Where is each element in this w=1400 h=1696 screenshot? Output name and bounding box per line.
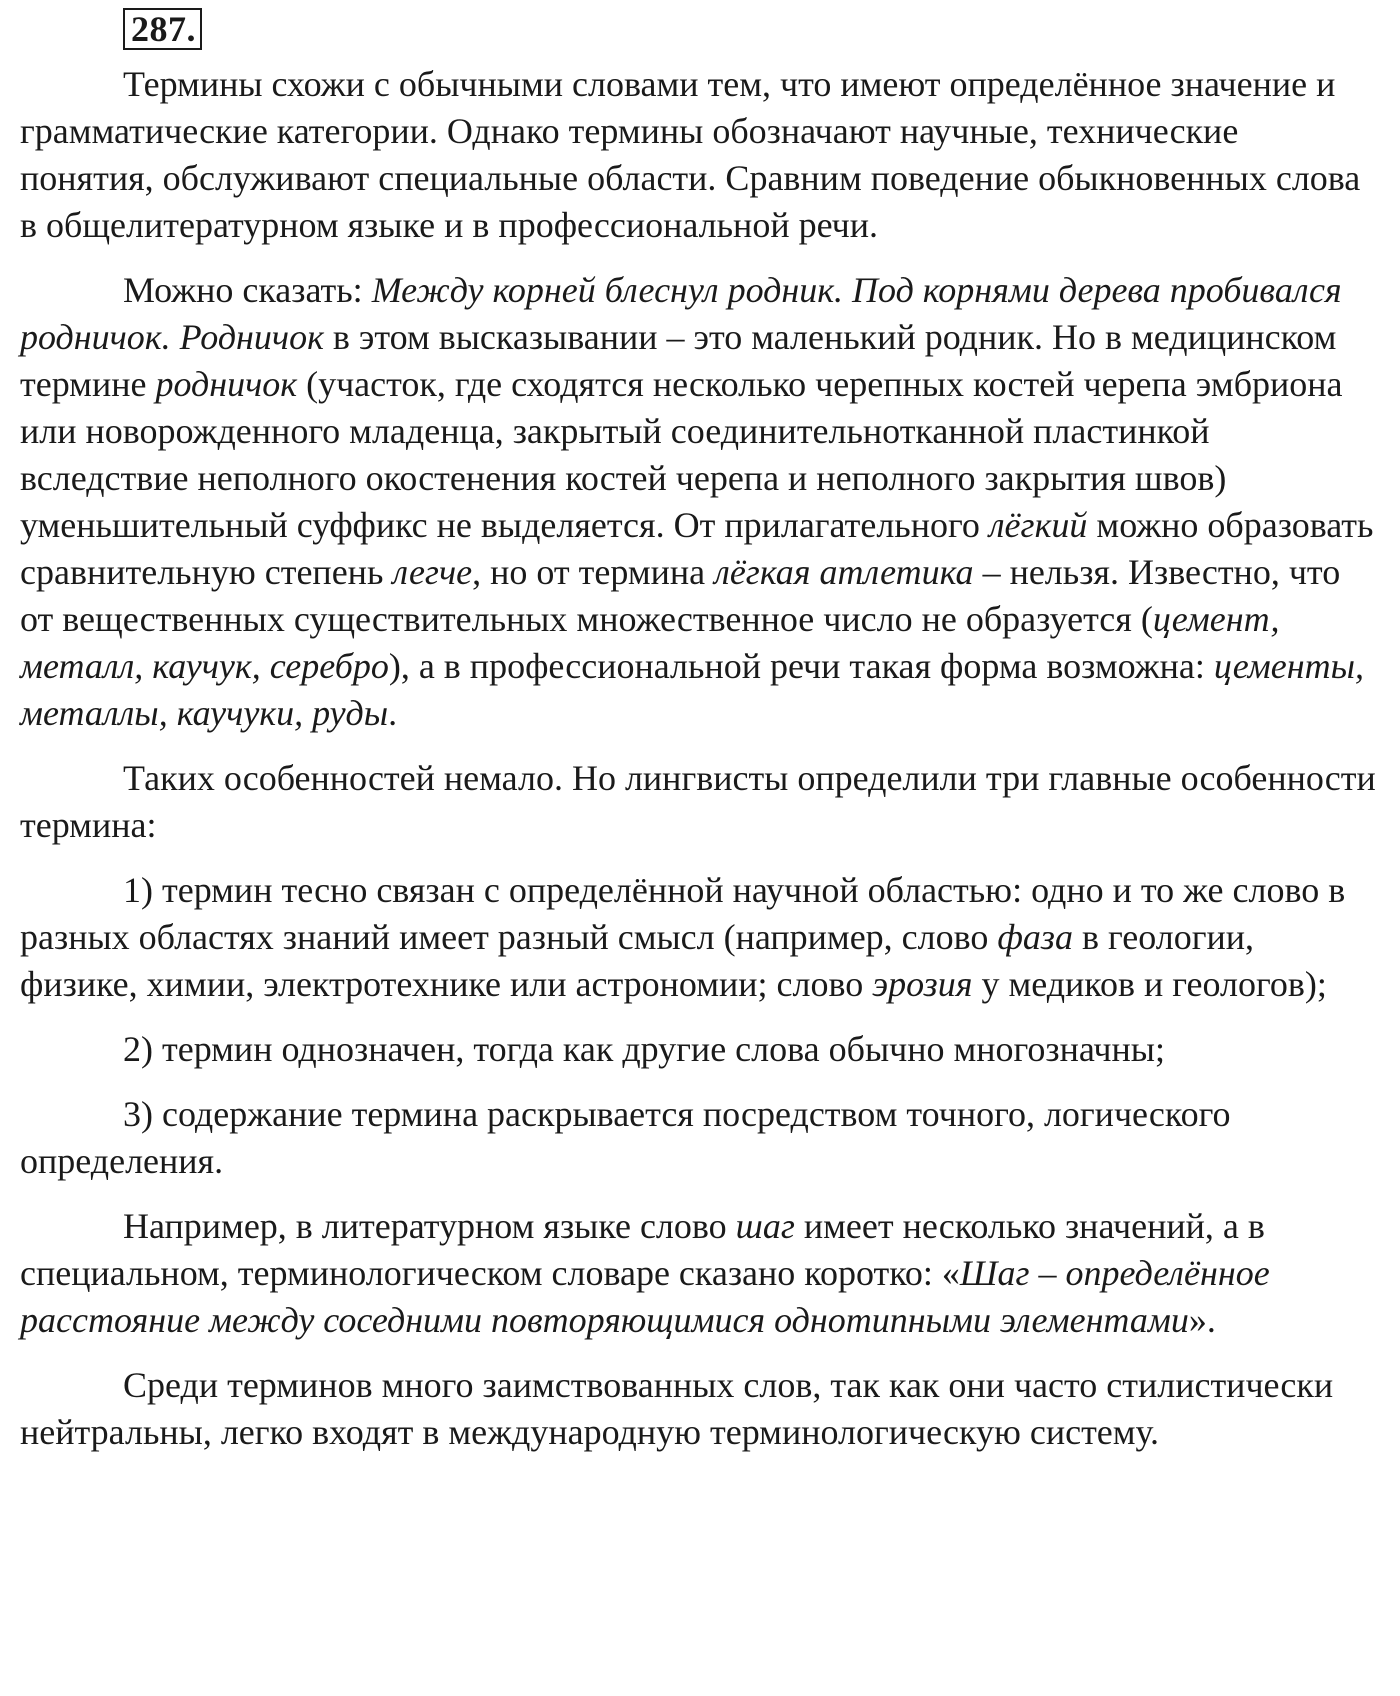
- paragraph-2-text-4: можно образовать сравнительную степень: [20, 505, 1374, 592]
- paragraph-7-text-2: имеет несколько значений, а в специальном, терминологическом словаре сказано коротко: «: [20, 1206, 1265, 1293]
- paragraph-8: [20, 1362, 1380, 1456]
- list-item-1-text-3: у медиков и геологов);: [972, 964, 1327, 1004]
- exercise-header: [20, 8, 1380, 50]
- paragraph-2-example-7: цементы, металлы, каучуки, руды: [20, 646, 1364, 733]
- paragraph-3-text: Таких особенностей немало. Но лингвисты определили три главные особенности термина:: [20, 758, 1376, 845]
- list-item-1-text-2: в геологии, физике, химии, электротехнике или астрономии; слово: [20, 917, 1255, 1004]
- paragraph-2-example-6: цемент, металл, каучук, серебро: [20, 599, 1280, 686]
- exercise-number-box: [123, 8, 202, 50]
- list-item-1-example-2: эрозия: [872, 964, 973, 1004]
- textbook-page: [20, 8, 1380, 1456]
- paragraph-2-text-5: , но от термина: [472, 552, 715, 592]
- list-item-1-example-1: фаза: [997, 917, 1073, 957]
- paragraph-2-example-2: родничок: [155, 364, 298, 404]
- list-item-3: [20, 1091, 1380, 1185]
- paragraph-8-text: Среди терминов много заимствованных слов, так как они часто стилистически нейтральны, легко входят в международную терминологическую систему.: [20, 1365, 1334, 1452]
- list-item-2: [20, 1026, 1380, 1073]
- paragraph-2-text-1: Можно сказать:: [123, 270, 372, 310]
- paragraph-2-text-6: – нельзя. Известно, что от вещественных существительных множественное число не образуется (: [20, 552, 1341, 639]
- paragraph-1: [20, 61, 1380, 249]
- paragraph-7-text-3: ».: [1188, 1300, 1216, 1340]
- paragraph-2: [20, 267, 1380, 737]
- paragraph-7-definition: Шаг – определённое расстояние между соседними повторяющимися однотипными элементами: [20, 1253, 1270, 1340]
- paragraph-2-example-1: Между корней блеснул родник. Под корнями дерева пробивался родничок. Родничок: [20, 270, 1342, 357]
- exercise-number: 287: [131, 9, 187, 49]
- list-item-1-text-1: 1) термин тесно связан с определённой научной областью: одно и то же слово в разных областях знаний имеет разный смысл (например, слово: [20, 870, 1346, 957]
- paragraph-2-text-2: в этом высказывании – это маленький родник. Но в медицинском термине: [20, 317, 1337, 404]
- list-item-1: [20, 867, 1380, 1008]
- paragraph-2-text-8: .: [388, 693, 398, 733]
- paragraph-2-text-7: ), а в профессиональной речи такая форма возможна:: [388, 646, 1214, 686]
- paragraph-7-example-1: шаг: [735, 1206, 795, 1246]
- paragraph-7: [20, 1203, 1380, 1344]
- paragraph-1-text: Термины схожи с обычными словами тем, что имеют определённое значение и грамматические категории. Однако термины обозначают научные, технические понятия, обслуживают специальные области. Сравним поведение обыкновенных слова в общелитературном языке и в профессиональной речи.: [20, 64, 1361, 245]
- paragraph-2-example-5: лёгкая атлетика: [714, 552, 974, 592]
- paragraph-2-text-3: (участок, где сходятся несколько черепных костей черепа эмбриона или новорожденного младенца, закрытый соединительнотканной пластинкой вследствие неполного окостенения костей черепа и неполного закрытия швов) уменьшительный суффикс не выделяется. От прилагательного: [20, 364, 1343, 545]
- list-item-3-text: 3) содержание термина раскрывается посредством точного, логического определения.: [20, 1094, 1231, 1181]
- paragraph-7-text-1: Например, в литературном языке слово: [123, 1206, 736, 1246]
- paragraph-2-example-3: лёгкий: [988, 505, 1088, 545]
- list-item-2-text: 2) термин однозначен, тогда как другие слова обычно многозначны;: [123, 1029, 1165, 1069]
- paragraph-2-example-4: легче: [392, 552, 473, 592]
- exercise-number-dot: .: [186, 9, 196, 49]
- paragraph-3: [20, 755, 1380, 849]
